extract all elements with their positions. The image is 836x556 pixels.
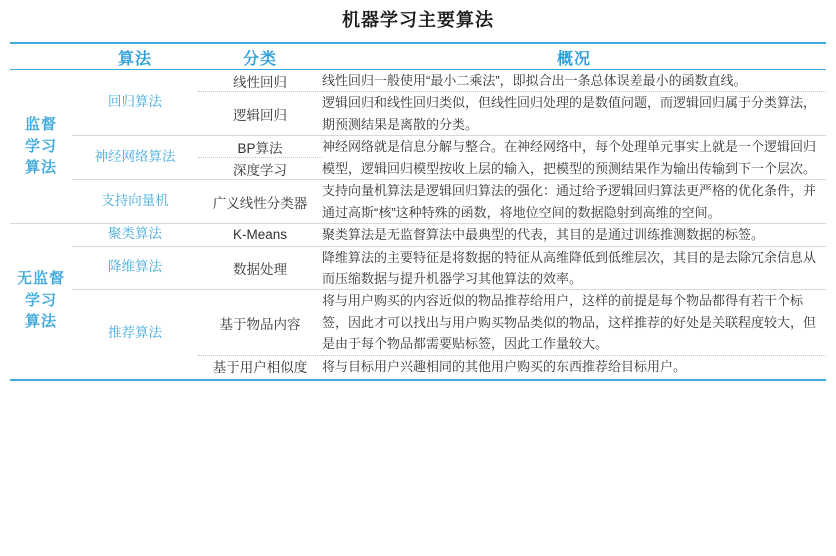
header-overview: 概况	[322, 46, 826, 70]
table-row	[10, 180, 826, 224]
group-label-line: 学习	[24, 291, 57, 309]
overview-logistic-regression: 逻辑回归和线性回归类似，但线性回归处理的是数值问题，而逻辑回归属于分类算法，期预测结果是离散的分类。	[322, 92, 826, 136]
algorithm-clustering: 聚类算法	[72, 224, 198, 246]
group-label-line: 无监督	[16, 269, 65, 287]
algorithms-table	[10, 42, 826, 381]
category-data-processing: 数据处理	[198, 246, 322, 290]
category-linear-regression: 线性回归	[233, 74, 287, 90]
header-group	[10, 46, 72, 70]
overview-user-similarity: 将与目标用户兴趣相同的其他用户购买的东西推荐给目标用户。	[322, 355, 826, 377]
category-item-based: 基于物品内容	[198, 290, 322, 355]
group-label-line: 监督	[24, 115, 57, 133]
group-label-line: 学习	[24, 137, 57, 155]
overview-item-based: 将与用户购买的内容近似的物品推荐给用户，这样的前提是每个物品都得有若干个标签，因此才可以找出与用户购买物品类似的物品，这样推荐的好处是关联程度较大，但是由于每个物品都需要贴标签，因此工作量较大。	[322, 290, 826, 355]
algorithm-dimensionality-reduction: 降维算法	[72, 246, 198, 290]
overview-linear-regression: 线性回归一般使用“最小二乘法”，即拟合出一条总体误差最小的函数直线。	[322, 73, 747, 88]
category-generalized-linear-classifier: 广义线性分类器	[198, 180, 322, 224]
category-user-similarity: 基于用户相似度	[198, 355, 322, 377]
table-row	[10, 70, 826, 92]
category-logistic-regression: 逻辑回归	[198, 92, 322, 136]
table-row	[10, 224, 826, 246]
group-label-unsupervised	[10, 224, 72, 378]
overview-clustering: 聚类算法是无监督算法中最典型的代表，其目的是通过训练推测数据的标签。	[322, 224, 826, 246]
category-bp: BP算法	[198, 136, 322, 158]
header-algorithm: 算法	[72, 46, 198, 70]
algorithm-neural-network: 神经网络算法	[72, 136, 198, 180]
overview-neural-network: 神经网络就是信息分解与整合。在神经网络中，每个处理单元事实上就是一个逻辑回归模型，逻辑回归模型按收上层的输入，把模型的预测结果作为输出传输到下一个层次。	[322, 136, 826, 180]
table-row	[10, 290, 826, 355]
header-category: 分类	[198, 46, 322, 70]
overview-svm: 支持向量机算法是逻辑回归算法的强化：通过给予逻辑回归算法更严格的优化条件，并通过高斯“核”这种特殊的函数，将地位空间的数据隐射到高维的空间。	[322, 180, 826, 224]
category-deep-learning: 深度学习	[198, 158, 322, 180]
table-row	[10, 246, 826, 290]
page-title: 机器学习主要算法	[342, 10, 494, 30]
group-label-supervised	[10, 70, 72, 224]
overview-dimensionality-reduction: 降维算法的主要特征是将数据的特征从高维降低到低维层次，其目的是去除冗余信息从而压缩数据与提升机器学习其他算法的效率。	[322, 246, 826, 290]
table-header-row	[10, 46, 826, 70]
algorithm-regression: 回归算法	[108, 94, 162, 110]
algorithm-recommendation: 推荐算法	[72, 290, 198, 377]
category-kmeans: K-Means	[198, 224, 322, 246]
group-label-line: 算法	[24, 159, 57, 177]
group-label-line: 算法	[24, 313, 57, 331]
algorithm-svm: 支持向量机	[72, 180, 198, 224]
table-bottom-rule	[10, 377, 826, 380]
table-row	[10, 136, 826, 158]
